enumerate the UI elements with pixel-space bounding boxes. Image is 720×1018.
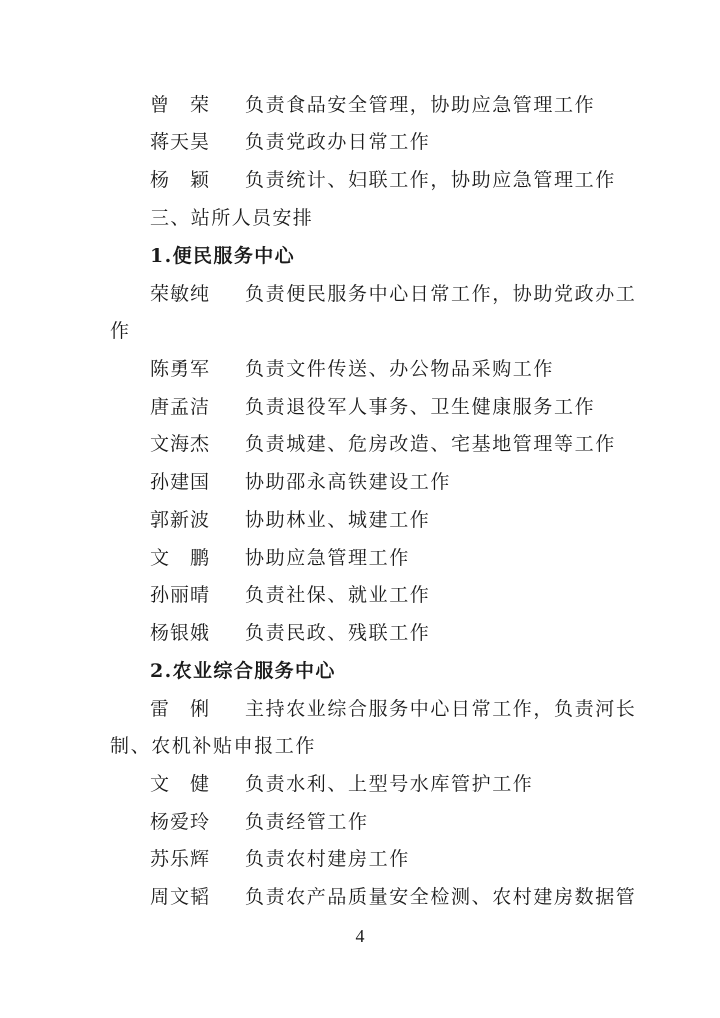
section-title: 三、站所人员安排	[150, 207, 314, 229]
staff-duty: 负责便民服务中心日常工作，协助党政办工	[245, 283, 637, 305]
staff-duty: 负责退役军人事务、卫生健康服务工作	[245, 396, 596, 418]
staff-name: 孙丽晴	[150, 584, 211, 606]
staff-name: 杨银娥	[150, 622, 211, 644]
staff-duty: 负责社保、就业工作	[245, 584, 431, 606]
staff-name: 苏乐辉	[150, 848, 211, 870]
staff-duty: 负责统计、妇联工作，协助应急管理工作	[245, 169, 616, 191]
page-number: 4	[355, 926, 365, 946]
staff-duty: 负责城建、危房改造、宅基地管理等工作	[245, 433, 616, 455]
staff-duty: 负责农村建房工作	[245, 848, 410, 870]
center2-title: 2.农业综合服务中心	[150, 660, 336, 682]
staff-name: 荣敏纯	[150, 283, 211, 305]
staff-duty: 负责经管工作	[245, 811, 369, 833]
staff-name: 陈勇军	[150, 358, 211, 380]
staff-duty-continuation: 作	[110, 320, 131, 342]
staff-duty: 负责农产品质量安全检测、农村建房数据管	[245, 886, 637, 908]
staff-name: 杨 颖	[150, 169, 211, 191]
staff-name: 雷 俐	[150, 698, 211, 720]
staff-name: 文 鹏	[150, 547, 211, 569]
staff-duty-continuation: 制、农机补贴申报工作	[110, 735, 317, 757]
staff-duty: 负责党政办日常工作	[245, 131, 431, 153]
staff-name: 郭新波	[150, 509, 211, 531]
staff-name: 蒋天昊	[150, 131, 211, 153]
staff-duty: 协助林业、城建工作	[245, 509, 431, 531]
staff-duty: 负责水利、上型号水库管护工作	[245, 773, 534, 795]
staff-name: 文 健	[150, 773, 211, 795]
staff-name: 文海杰	[150, 433, 211, 455]
staff-name: 孙建国	[150, 471, 211, 493]
staff-duty: 负责民政、残联工作	[245, 622, 431, 644]
center1-title: 1.便民服务中心	[150, 245, 296, 267]
staff-name: 杨爱玲	[150, 811, 211, 833]
staff-duty: 负责食品安全管理，协助应急管理工作	[245, 94, 596, 116]
staff-name: 曾 荣	[150, 94, 211, 116]
staff-duty: 协助应急管理工作	[245, 547, 410, 569]
staff-duty: 负责文件传送、办公物品采购工作	[245, 358, 555, 380]
staff-name: 周文韬	[150, 886, 211, 908]
staff-duty: 主持农业综合服务中心日常工作，负责河长	[245, 698, 637, 720]
staff-duty: 协助邵永高铁建设工作	[245, 471, 452, 493]
staff-name: 唐孟洁	[150, 396, 211, 418]
